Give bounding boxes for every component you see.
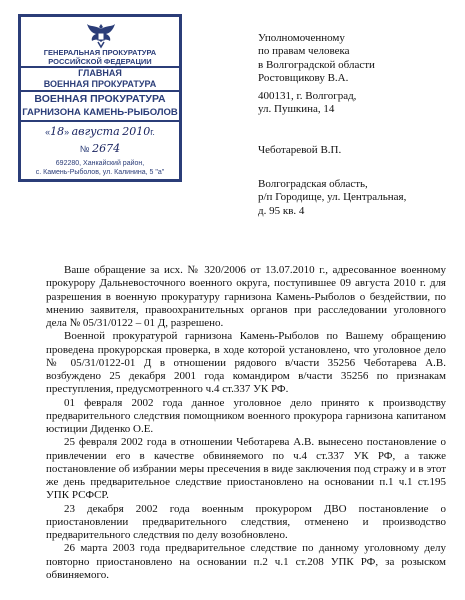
stamp-address-line: с. Камень-Рыболов, ул. Калинина, 5 "а" xyxy=(35,169,165,176)
body-paragraph: 23 декабря 2002 года военным прокурором ДВО постановление о приостановлении предварительного следствия, отменено и производство предварительного следствия по делу возобновлено. xyxy=(46,502,446,541)
stamp-date-month: августа xyxy=(71,125,120,138)
stamp-date: «18» августа 2010г. xyxy=(45,125,155,138)
stamp-date-day: 18 xyxy=(50,125,65,138)
stamp-line-russian-federation: РОССИЙСКОЙ ФЕДЕРАЦИИ xyxy=(48,57,152,66)
official-stamp xyxy=(18,14,182,182)
addressee-line: Ростовщикову В.А. xyxy=(258,71,349,84)
letter-body xyxy=(46,264,446,582)
addressee-line: Уполномоченному xyxy=(258,32,345,44)
addressee-applicant-address xyxy=(258,178,406,218)
stamp-number xyxy=(21,142,179,155)
body-paragraph: Военной прокуратурой гарнизона Камень-Рыболов по Вашему обращению проведена прокурорская проверка, в ходе которой установлено, что уголовное дело № 05/31/0122-01 Д в отношении рядового в/части 35256 Чеботарева А.В. возбуждено 25 декабря 2001 года командиром в/части 35256 по признакам преступления, предусмотренного ч.4 ст.337 УК РФ. xyxy=(46,330,446,396)
body-paragraph: 01 февраля 2002 года данное уголовное дело принято к производству предварительного следствия помощником военного прокурора гарнизона капитаном юстиции Диденко О.Е. xyxy=(46,396,446,435)
stamp-date-year: 2010 xyxy=(122,125,151,138)
addressee-line: в Волгоградской области xyxy=(258,58,375,71)
stamp-address-line: 692280, Ханкайский район, xyxy=(55,160,145,167)
stamp-divider xyxy=(21,120,179,122)
stamp-date-suffix: г. xyxy=(150,127,155,137)
addressee-line: 400131, г. Волгоград, xyxy=(258,90,357,102)
body-paragraph: Ваше обращение за исх. № 320/2006 от 13.07.2010 г., адресованное военному прокурору Дальневосточного военного округа, поступившее 09 августа 2010 г. для разрешения в военную прокуратуру гарнизона Камень-Рыболов о бездействии, по мнению заявителя, правоохранительных органов при расследовании уголовного дела № 05/31/0122 – 01 Д, разрешено. xyxy=(46,264,446,329)
addressee-line: р/п Городище, ул. Центральная, xyxy=(258,191,407,204)
addressee-line: ул. Пушкина, 14 xyxy=(258,103,335,116)
addressee-ombudsman-address xyxy=(258,90,356,117)
addressee-line: д. 95 кв. 4 xyxy=(258,204,305,217)
addressee-ombudsman xyxy=(258,32,375,85)
stamp-line-garrison: ГАРНИЗОНА КАМЕНЬ-РЫБОЛОВ xyxy=(22,107,178,118)
addressee-applicant xyxy=(258,144,341,157)
addressee-line: Волгоградская область, xyxy=(258,178,368,190)
double-headed-eagle-icon xyxy=(85,21,117,49)
stamp-line-main-military-prosecutor: ВОЕННАЯ ПРОКУРАТУРА xyxy=(43,79,157,89)
stamp-line-general-prosecutor: ГЕНЕРАЛЬНАЯ ПРОКУРАТУРА xyxy=(43,48,157,57)
stamp-number-value: 2674 xyxy=(92,142,121,155)
body-paragraph: 26 марта 2003 года предварительное следствие по данному уголовному делу повторно приостановлено на основании п.2 ч.1 ст.208 УПК РФ, за розыском обвиняемого. xyxy=(46,542,446,581)
addressee-line: по правам человека xyxy=(258,45,350,58)
addressee-line: Чеботаревой В.П. xyxy=(258,144,342,156)
stamp-divider xyxy=(21,90,179,92)
stamp-line-main: ГЛАВНАЯ xyxy=(78,68,122,78)
body-paragraph: 25 февраля 2002 года в отношении Чеботарева А.В. вынесено постановление о привлечении его в качестве обвиняемого по ч.4 ст.337 УК РФ, а также постановление об избрании меры пресечения в виде заключения под стражу и в этот же день предварительное следствие приостановлено на основании п.1 ч.1 ст.195 УПК РСФСР. xyxy=(46,436,446,502)
stamp-line-military-prosecutor: ВОЕННАЯ ПРОКУРАТУРА xyxy=(34,93,166,105)
stamp-number-prefix: № xyxy=(79,144,90,154)
